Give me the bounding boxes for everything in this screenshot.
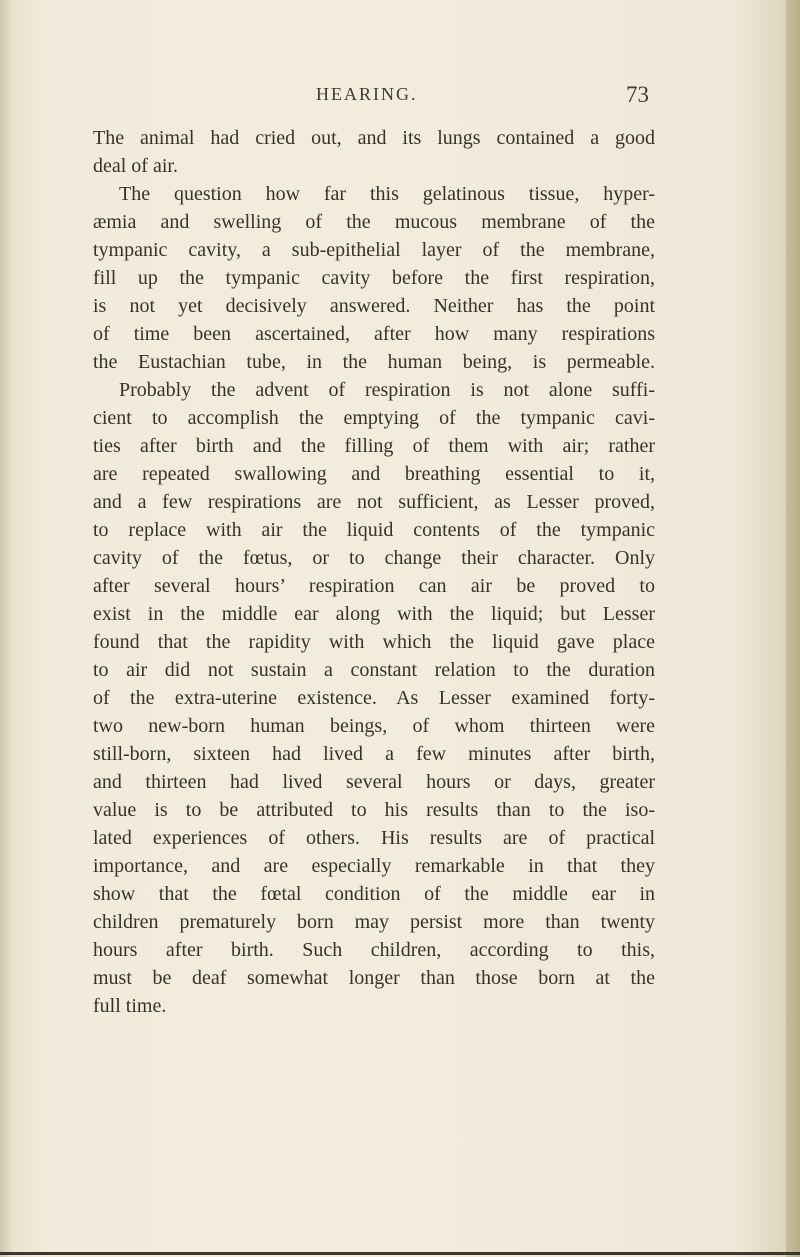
text-line: to air did not sustain a constant relation to the duration (93, 659, 655, 681)
text-line: Probably the advent of respiration is not alone suffi- (119, 379, 655, 401)
text-line: hours after birth. Such children, according to this, (93, 939, 655, 961)
text-line: The animal had cried out, and its lungs contained a good (93, 127, 655, 149)
text-line: ties after birth and the filling of them with air; rather (93, 435, 655, 457)
text-line: of the extra-uterine existence. As Lesser examined forty- (93, 687, 655, 709)
text-line: The question how far this gelatinous tissue, hyper- (119, 183, 655, 205)
text-line: tympanic cavity, a sub-epithelial layer of the membrane, (93, 239, 655, 261)
text-line: cient to accomplish the emptying of the tympanic cavi- (93, 407, 655, 429)
text-line: the Eustachian tube, in the human being, is permeable. (93, 351, 655, 373)
text-line: found that the rapidity with which the liquid gave place (93, 631, 655, 653)
page-right-edge (786, 0, 800, 1257)
page-left-edge (0, 0, 12, 1257)
text-line: importance, and are especially remarkable in that they (93, 855, 655, 877)
text-line: full time. (93, 995, 167, 1017)
text-line: two new-born human beings, of whom thirteen were (93, 715, 655, 737)
text-line: to replace with air the liquid contents of the tympanic (93, 519, 655, 541)
body-text (93, 124, 655, 1020)
text-line: æmia and swelling of the mucous membrane of the (93, 211, 655, 233)
bottom-rule (0, 1252, 800, 1255)
running-head (0, 82, 800, 112)
text-line: and a few respirations are not sufficient, as Lesser proved, (93, 491, 655, 513)
text-line: and thirteen had lived several hours or days, greater (93, 771, 655, 793)
text-line: exist in the middle ear along with the liquid; but Lesser (93, 603, 655, 625)
text-line: fill up the tympanic cavity before the first respiration, (93, 267, 655, 289)
text-line: lated experiences of others. His results are of practical (93, 827, 655, 849)
text-line: must be deaf somewhat longer than those born at the (93, 967, 655, 989)
text-line: show that the fœtal condition of the middle ear in (93, 883, 655, 905)
text-line: of time been ascertained, after how many respirations (93, 323, 655, 345)
text-line: cavity of the fœtus, or to change their character. Only (93, 547, 655, 569)
text-line: children prematurely born may persist more than twenty (93, 911, 655, 933)
text-line: are repeated swallowing and breathing essential to it, (93, 463, 655, 485)
page-number: 73 (626, 82, 649, 107)
text-line: deal of air. (93, 155, 178, 177)
text-line: is not yet decisively answered. Neither has the point (93, 295, 655, 317)
header-title: HEARING. (316, 84, 418, 104)
text-line: still-born, sixteen had lived a few minutes after birth, (93, 743, 655, 765)
text-line: after several hours’ respiration can air be proved to (93, 575, 655, 597)
text-line: value is to be attributed to his results than to the iso- (93, 799, 655, 821)
